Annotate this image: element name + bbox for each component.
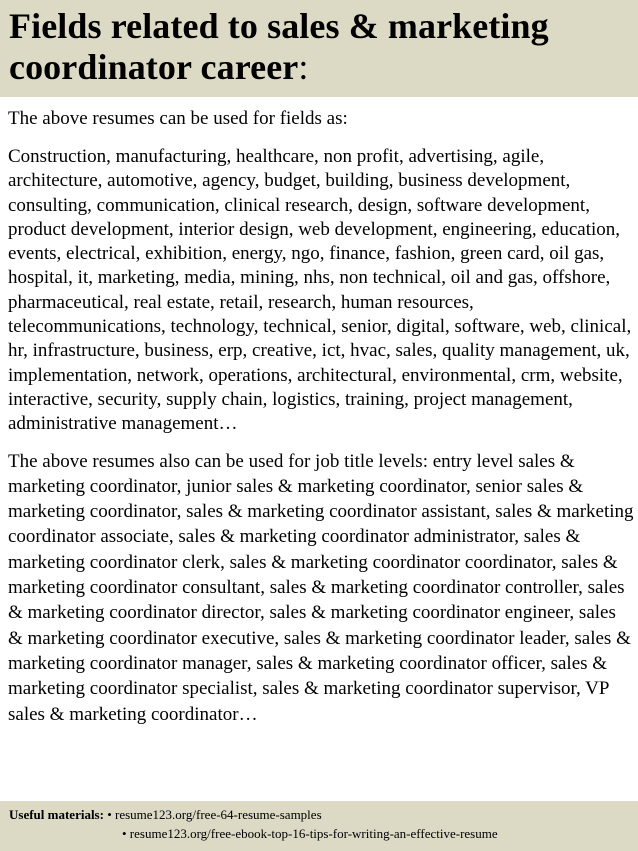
useful-materials-label — [9, 807, 107, 822]
resource-link-2[interactable]: • resume123.org/free-ebook-top-16-tips-for-writing-an-effective-resume — [122, 826, 498, 841]
footer-row-2 — [9, 824, 638, 843]
title-band — [0, 0, 638, 97]
job-levels-text: The above resumes also can be used for job title levels: entry level sales & marketing coordinator, junior sales & marketing coordinator, senior sales & marketing coordinator, sales & marketing coordinator assistant, sales & marketing coordinator associate, sales & marketing coordinator administrator, sales & marketing coordinator clerk, sales & marketing coordinator coordinator, sales & marketing coordinator consultant, sales & marketing coordinator controller, sales & marketing coordinator director, sales & marketing coordinator engineer, sales & marketing coordinator executive, sales & marketing coordinator leader, sales & marketing coordinator manager, sales & marketing coordinator officer, sales & marketing coordinator specialist, sales & marketing coordinator supervisor, VP sales & marketing coordinator… — [8, 450, 634, 725]
useful-materials-separator: : — [99, 807, 108, 822]
useful-materials-label-text: Useful materials — [9, 807, 100, 822]
footer-band — [0, 801, 638, 851]
intro-text: The above resumes can be used for fields as: — [8, 108, 348, 129]
main-content — [8, 107, 634, 801]
page-title-text: Fields related to sales & marketing coordinator career — [9, 6, 549, 87]
resource-link-1[interactable]: • resume123.org/free-64-resume-samples — [107, 807, 322, 822]
page-title — [9, 6, 629, 88]
fields-list: Construction, manufacturing, healthcare, non profit, advertising, agile, architecture, automotive, agency, budget, building, business development, consulting, communication, clinical research, design, software development, product development, interior design, web development, engineering, education, events, electrical, exhibition, energy, ngo, finance, fashion, green card, oil gas, hospital, it, marketing, media, mining, nhs, non technical, oil and gas, offshore, pharmaceutical, real estate, retail, research, human resources, telecommunications, technology, technical, senior, digital, software, web, clinical, hr, infrastructure, business, erp, creative, ict, hvac, sales, quality management, uk, implementation, network, operations, architectural, environmental, crm, website, interactive, security, supply chain, logistics, training, project management, administrative management… — [8, 146, 632, 435]
page-title-colon: : — [298, 47, 309, 87]
footer-row-1 — [9, 805, 638, 824]
